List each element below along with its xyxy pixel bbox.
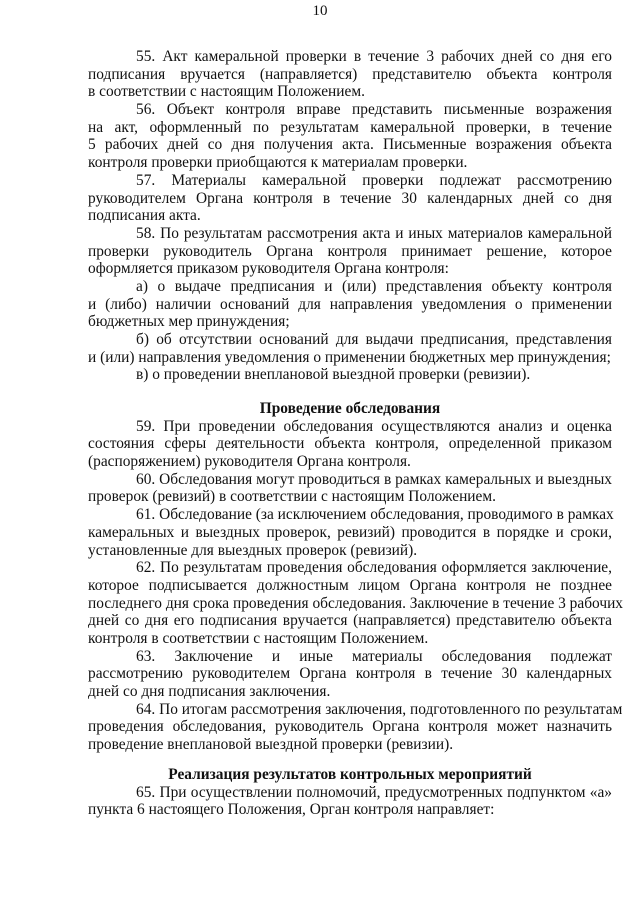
text-line: контроля в соответствии с настоящим Положением.	[88, 629, 429, 647]
text-line: б) об отсутствии оснований для выдачи предписания, представления	[136, 331, 612, 348]
text-line: 59. При проведении обследования осуществляются анализ и оценка	[136, 417, 612, 435]
text-line: 58. По результатам рассмотрения акта и иных материалов камеральной	[136, 224, 612, 242]
text-line: которое подписывается должностным лицом Органа контроля не позднее	[88, 576, 612, 594]
text-line: в) о проведении внеплановой выездной проверки (ревизии).	[136, 366, 531, 384]
text-line: установленные для выездных проверок (ревизий).	[88, 541, 418, 559]
section-camera-inspection	[88, 48, 612, 384]
text-line: на акт, оформленный по результатам камеральной проверки, в течение	[88, 118, 612, 136]
text-line: камеральных и выездных проверок, ревизий) проводится в порядке и сроки,	[88, 523, 612, 541]
text-line: а) о выдаче предписания и (или) представления объекту контроля	[136, 277, 612, 295]
text-line: проверки руководитель Органа контроля принимает решение, которое	[88, 242, 612, 260]
text-line: 62. По результатам проведения обследования оформляется заключение,	[136, 559, 612, 577]
text-line: подписания вручается (направляется) представителю объекта контроля	[88, 65, 612, 83]
text-line: подписания акта.	[88, 207, 201, 225]
text-line: состояния сферы деятельности объекта контроля, определенной приказом	[88, 435, 612, 453]
text-line: и (либо) наличии оснований для направления уведомления о применении	[88, 295, 612, 313]
text-line: 55. Акт камеральной проверки в течение 3 рабочих дней со дня его	[136, 48, 612, 65]
section-heading: Проведение обследования	[259, 400, 441, 417]
text-line: 5 рабочих дней со дня получения акта. Письменные возражения объекта	[88, 136, 612, 154]
text-line: дней со дня его подписания вручается (направляется) представителю объекта	[88, 612, 612, 630]
section-results-implementation	[88, 766, 612, 819]
paragraph	[88, 331, 612, 366]
text-line: 63. Заключение и иные материалы обследования подлежат	[136, 647, 612, 665]
text-line: руководителем Органа контроля в течение 30 календарных дней со дня	[88, 189, 612, 207]
paragraph	[88, 278, 612, 331]
paragraph	[88, 559, 624, 647]
text-line: 56. Объект контроля вправе представить письменные возражения	[136, 101, 612, 119]
text-line: 64. По итогам рассмотрения заключения, подготовленного по результатам	[136, 700, 623, 718]
paragraph	[88, 101, 612, 172]
text-line: 65. При осуществлении полномочий, предусмотренных подпунктом «а»	[136, 783, 612, 801]
paragraph	[88, 471, 612, 506]
paragraph	[88, 700, 623, 754]
page-number: 10	[312, 3, 328, 19]
text-line: (распоряжением) руководителя Органа контроля.	[88, 453, 411, 471]
text-line: проведения обследования, руководитель Органа контроля может назначить	[88, 718, 612, 736]
text-line: последнего дня срока проведения обследования. Заключение в течение 3 рабочих	[88, 594, 624, 612]
text-line: в соответствии с настоящим Положением.	[88, 83, 365, 101]
text-line: 61. Обследование (за исключением обследования, проводимого в рамках	[136, 506, 614, 524]
section-survey	[88, 400, 624, 754]
paragraph	[88, 172, 612, 225]
paragraph	[88, 366, 612, 384]
text-line: пункта 6 настоящего Положения, Орган контроля направляет:	[88, 801, 495, 819]
section-heading: Реализация результатов контрольных мероприятий	[168, 766, 532, 783]
paragraph	[88, 48, 612, 101]
text-line: и (или) направления уведомления о применении бюджетных мер принуждения;	[88, 348, 611, 366]
text-line: 57. Материалы камеральной проверки подлежат рассмотрению	[136, 171, 612, 189]
text-line: проведение внеплановой выездной проверки (ревизии).	[88, 736, 454, 754]
text-line: дней со дня подписания заключения.	[88, 683, 331, 701]
text-line: 60. Обследования могут проводиться в рамках камеральных и выездных	[136, 470, 612, 488]
text-line: оформляется приказом руководителя Органа контроля:	[88, 260, 449, 278]
text-line: проверок (ревизий) в соответствии с настоящим Положением.	[88, 488, 496, 506]
text-line: контроля проверки приобщаются к материалам проверки.	[88, 154, 468, 172]
text-line: бюджетных мер принуждения;	[88, 313, 290, 331]
paragraph	[88, 784, 612, 819]
paragraph	[88, 418, 612, 471]
paragraph	[88, 506, 612, 559]
paragraph	[88, 648, 612, 701]
paragraph	[88, 225, 612, 278]
text-line: рассмотрению руководителем Органа контроля в течение 30 календарных	[88, 665, 612, 683]
